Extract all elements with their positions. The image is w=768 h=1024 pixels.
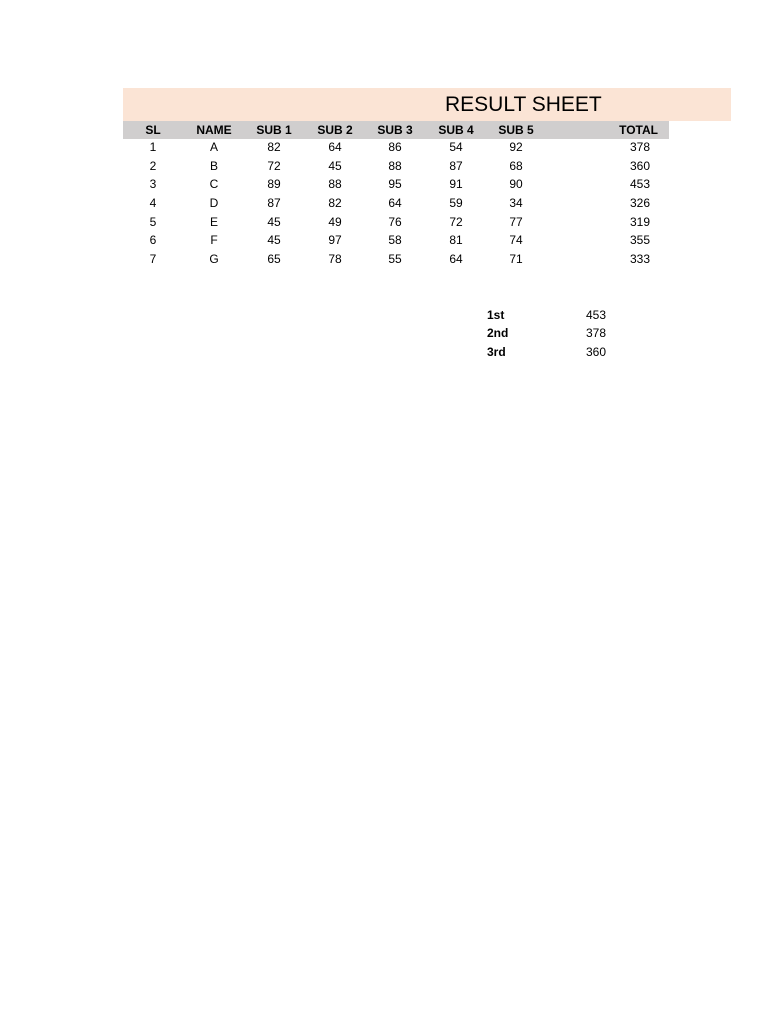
cell-sub1: 45 bbox=[267, 215, 281, 229]
cell-sub3: 86 bbox=[388, 140, 402, 154]
cell-sub5: 90 bbox=[509, 177, 523, 191]
cell-sub2: 97 bbox=[328, 233, 342, 247]
cell-sub5: 92 bbox=[509, 140, 523, 154]
rank-label: 2nd bbox=[487, 326, 509, 340]
cell-name: G bbox=[209, 252, 219, 266]
cell-name: E bbox=[209, 215, 218, 229]
cell-total: 360 bbox=[629, 159, 650, 173]
cell-name: D bbox=[209, 196, 219, 210]
title-band bbox=[123, 88, 731, 121]
cell-sub5: 34 bbox=[509, 196, 523, 210]
cell-sub2: 49 bbox=[328, 215, 342, 229]
rank-value: 378 bbox=[586, 326, 607, 340]
cell-sub1: 87 bbox=[267, 196, 281, 210]
cell-sl: 5 bbox=[149, 215, 157, 229]
cell-sl: 1 bbox=[149, 140, 157, 154]
cell-sl: 3 bbox=[149, 177, 157, 191]
cell-name: B bbox=[209, 159, 218, 173]
cell-sub4: 64 bbox=[449, 252, 463, 266]
cell-sub3: 76 bbox=[388, 215, 402, 229]
cell-sub1: 65 bbox=[267, 252, 281, 266]
cell-total: 378 bbox=[629, 140, 650, 154]
cell-sub4: 91 bbox=[449, 177, 463, 191]
rank-label: 3rd bbox=[487, 345, 506, 359]
cell-sub2: 88 bbox=[328, 177, 342, 191]
rank-value: 360 bbox=[586, 345, 607, 359]
cell-sub1: 82 bbox=[267, 140, 281, 154]
cell-total: 355 bbox=[629, 233, 650, 247]
column-header-name: NAME bbox=[196, 123, 232, 137]
cell-name: A bbox=[209, 140, 218, 154]
cell-name: C bbox=[209, 177, 219, 191]
cell-sl: 7 bbox=[149, 252, 157, 266]
column-header-total: TOTAL bbox=[619, 123, 658, 137]
cell-sub1: 45 bbox=[267, 233, 281, 247]
cell-sub4: 81 bbox=[449, 233, 463, 247]
column-header-sub4: SUB 4 bbox=[438, 123, 474, 137]
cell-sub4: 87 bbox=[449, 159, 463, 173]
cell-sub3: 58 bbox=[388, 233, 402, 247]
cell-total: 453 bbox=[629, 177, 650, 191]
cell-total: 326 bbox=[629, 196, 650, 210]
column-header-sub3: SUB 3 bbox=[377, 123, 413, 137]
cell-name: F bbox=[210, 233, 218, 247]
column-header-sub1: SUB 1 bbox=[256, 123, 292, 137]
cell-sl: 6 bbox=[149, 233, 157, 247]
cell-sub2: 78 bbox=[328, 252, 342, 266]
cell-sl: 2 bbox=[149, 159, 157, 173]
rank-value: 453 bbox=[586, 308, 607, 322]
cell-sub5: 68 bbox=[509, 159, 523, 173]
column-header-sub5: SUB 5 bbox=[498, 123, 534, 137]
cell-sub3: 88 bbox=[388, 159, 402, 173]
cell-total: 319 bbox=[629, 215, 650, 229]
cell-sub3: 55 bbox=[388, 252, 402, 266]
cell-sub5: 77 bbox=[509, 215, 523, 229]
column-header-sub2: SUB 2 bbox=[317, 123, 353, 137]
cell-sub1: 89 bbox=[267, 177, 281, 191]
rank-label: 1st bbox=[487, 308, 505, 322]
cell-sub5: 74 bbox=[509, 233, 523, 247]
cell-sub3: 64 bbox=[388, 196, 402, 210]
cell-sub4: 72 bbox=[449, 215, 463, 229]
cell-total: 333 bbox=[629, 252, 650, 266]
cell-sub3: 95 bbox=[388, 177, 402, 191]
cell-sub4: 59 bbox=[449, 196, 463, 210]
cell-sub2: 82 bbox=[328, 196, 342, 210]
cell-sl: 4 bbox=[149, 196, 157, 210]
cell-sub2: 45 bbox=[328, 159, 342, 173]
sheet-title: RESULT SHEET bbox=[445, 93, 602, 116]
cell-sub5: 71 bbox=[509, 252, 523, 266]
cell-sub2: 64 bbox=[328, 140, 342, 154]
column-header-sl: SL bbox=[145, 123, 161, 137]
cell-sub1: 72 bbox=[267, 159, 281, 173]
cell-sub4: 54 bbox=[449, 140, 463, 154]
